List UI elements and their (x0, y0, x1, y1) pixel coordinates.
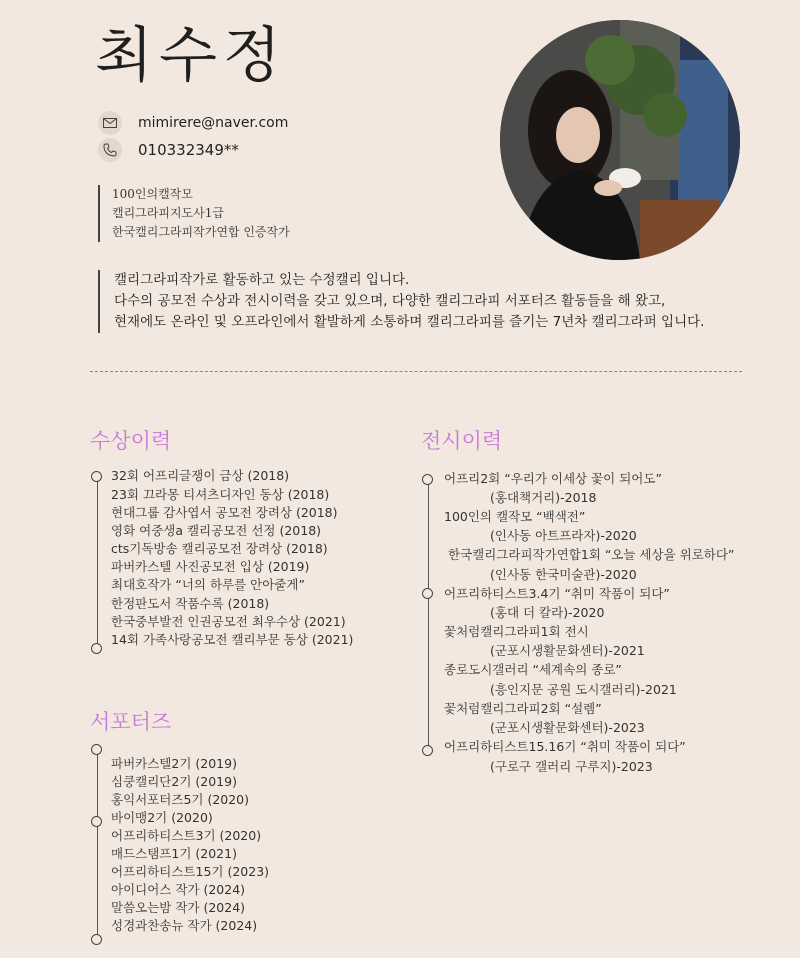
list-item: 100인의 캘작모 “백색전” (444, 509, 586, 524)
list-item: 어프리하티스트15.16기 “취미 작품이 되다” (444, 739, 686, 754)
timeline-line (428, 478, 429, 750)
timeline-line (97, 754, 98, 934)
list-item: 현대그룹 감사엽서 공모전 장려상 (2018) (111, 505, 338, 520)
list-item: 꽃처럼캘리그라피1회 전시 (444, 624, 589, 639)
list-item: (인사동 아트프라자)-2020 (490, 528, 637, 543)
timeline-dot (91, 643, 102, 654)
list-item: 성경과찬송뉴 작가 (2024) (111, 918, 258, 933)
credential-line: 한국캘리그라피작가연합 인증작가 (112, 225, 290, 239)
list-item: 어프리2회 “우리가 이세상 꽃이 되어도” (444, 471, 662, 486)
section-divider (90, 371, 742, 372)
email-row (98, 111, 288, 135)
phone-row (98, 138, 239, 162)
list-item: cts기독방송 캘리공모전 장려상 (2018) (111, 541, 328, 556)
list-item: 14회 가족사랑공모전 캘리부문 동상 (2021) (111, 632, 354, 647)
supporters-title: 서포터즈 (90, 710, 172, 734)
phone-icon (98, 138, 122, 162)
list-item: 꽃처럼캘리그라피2회 “설렘” (444, 701, 602, 716)
credential-line: 캘리그라피지도사1급 (112, 206, 224, 220)
list-item: 심쿵캘리단2기 (2019) (111, 774, 237, 789)
list-item: 아이디어스 작가 (2024) (111, 882, 246, 897)
person-name: 최수정 (95, 21, 287, 91)
list-item: 홍익서포터즈5기 (2020) (111, 792, 250, 807)
list-item: (인사동 한국미술관)-2020 (490, 567, 637, 582)
phone-text[interactable]: 010332349** (138, 141, 239, 159)
timeline-dot (91, 934, 102, 945)
intro-line: 현재에도 온라인 및 오프라인에서 활발하게 소통하며 캘리그라피를 즐기는 7년차 캘리그라퍼 입니다. (114, 314, 705, 330)
email-text[interactable]: mimirere@naver.com (138, 115, 289, 131)
list-item: 파버카스텔 사진공모전 입상 (2019) (111, 559, 310, 574)
list-item: 파버카스텔2기 (2019) (111, 756, 237, 771)
list-item: 23회 끄라몽 티셔츠디자인 동상 (2018) (111, 487, 330, 502)
intro-line: 캘리그라피작가로 활동하고 있는 수정캘리 입니다. (114, 272, 410, 288)
profile-photo (500, 20, 740, 260)
list-item: (홍대 더 칼라)-2020 (490, 605, 605, 620)
timeline-dot (422, 588, 433, 599)
list-item: 어프리하티스트3.4기 “취미 작품이 되다” (444, 586, 670, 601)
list-item: 어프리하티스트3기 (2020) (111, 828, 262, 843)
list-item: (군포시생활문화센터)-2023 (490, 720, 645, 735)
timeline-dot (91, 471, 102, 482)
list-item: 영화 여중생a 캘리공모전 선정 (2018) (111, 523, 322, 538)
mail-icon (98, 111, 122, 135)
list-item: (군포시생활문화센터)-2021 (490, 643, 645, 658)
timeline-dot (422, 745, 433, 756)
introduction-block (98, 270, 704, 333)
timeline-line (97, 475, 98, 646)
list-item: 한국캘리그라피작가연합1회 “오늘 세상을 위로하다” (448, 547, 735, 562)
credentials-block (98, 185, 290, 242)
list-item: 한정판도서 작품수록 (2018) (111, 596, 270, 611)
list-item: 종로도시갤러리 “세계속의 종로” (444, 662, 622, 677)
credential-line: 100인의캘작모 (112, 187, 193, 201)
list-item: (구로구 갤러리 구루지)-2023 (490, 759, 653, 774)
timeline-dot (91, 816, 102, 827)
list-item: 말씀오는밤 작가 (2024) (111, 900, 246, 915)
exhibitions-title: 전시이력 (421, 429, 503, 453)
list-item: 어프리하티스트15기 (2023) (111, 864, 270, 879)
list-item: (홍대책거리)-2018 (490, 490, 597, 505)
list-item: 바이맹2기 (2020) (111, 810, 213, 825)
list-item: 매드스탬프1기 (2021) (111, 846, 237, 861)
list-item: (흥인지문 공원 도시갤러리)-2021 (490, 682, 677, 697)
timeline-dot (422, 474, 433, 485)
awards-title: 수상이력 (90, 429, 172, 453)
profile-photo-illustration (500, 20, 740, 260)
list-item: 32회 어프리글쟁이 금상 (2018) (111, 468, 290, 483)
list-item: 최대호작가 “너의 하루를 안아줄게” (111, 577, 305, 592)
timeline-dot (91, 744, 102, 755)
list-item: 한국중부발전 인권공모전 최우수상 (2021) (111, 614, 346, 629)
intro-line: 다수의 공모전 수상과 전시이력을 갖고 있으며, 다양한 캘리그라피 서포터즈 활동들을 해 왔고, (114, 293, 666, 309)
